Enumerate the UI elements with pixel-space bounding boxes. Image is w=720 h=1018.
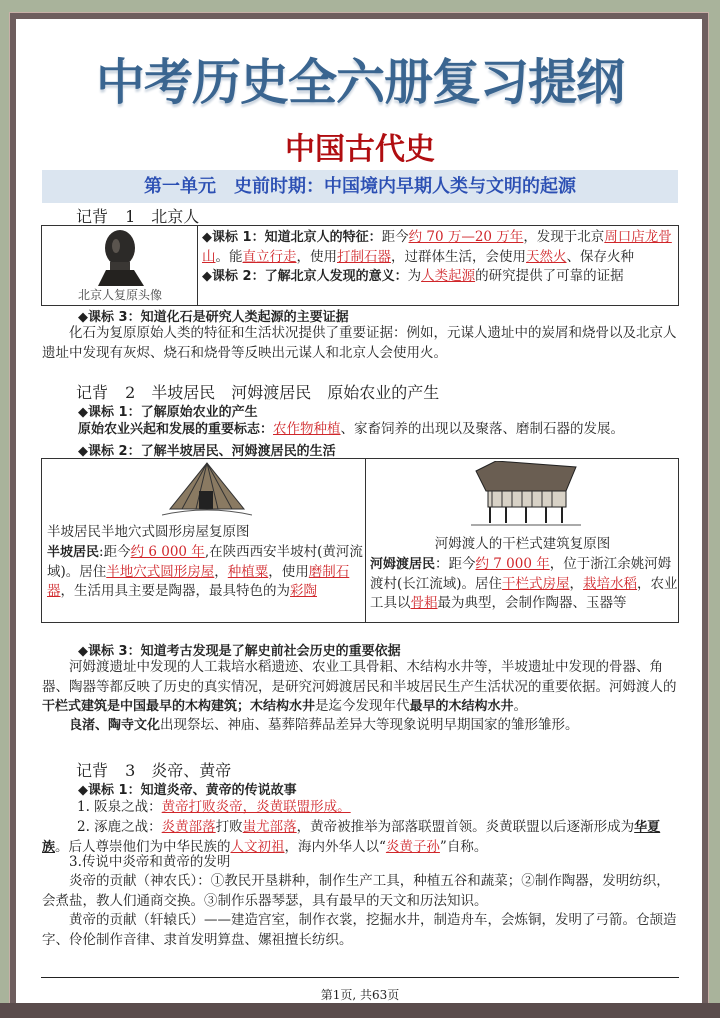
hemudu-house-image [466,461,586,529]
bold-text: 最早的木结构水井 [409,699,514,714]
document-title: 中考历史全六册复习提纲 [95,54,624,111]
highlight-text: 栽培水稻 [583,575,638,592]
text-segment: ，使用 [296,248,337,265]
standard-1 [202,228,674,267]
highlight-text: 人类起源 [421,268,476,284]
text-segment: 为 [407,268,422,284]
text-segment: ”自称。 [439,838,488,855]
heading-3: 记背 3 炎帝、黄帝 [76,761,232,780]
text-segment: 出现祭坛、神庙、墓葬陪葬品差异大等现象说明早期国家的雏形雏形。 [160,717,579,733]
paragraph-fossils: 化石为复原原始人类的特征和生活状况提供了重要证据：例如，元谋人遗址中的炭屑和烧骨以及北京人遗址中发现有灰烬、烧石和烧骨等反映出元谋人和北京人会使用火。 [42,325,677,361]
highlight-text: 半地穴式圆形房屋 [106,563,215,580]
bold-text: 半坡居民 [47,545,100,560]
text-segment: 1. 阪泉之战： [77,799,162,815]
bold-text: 原始农业兴起和发展的重要标志： [78,422,274,437]
text-segment: ，生活用具主要是陶器，最具特色的为 [60,583,290,599]
highlight-text: 约 6 000 年 [130,544,205,560]
highlight-text: 约 70 万—20 万年 [408,229,524,245]
bold-text: 良渚、陶寺文化 [69,718,161,733]
text-segment: 。能 [215,248,243,265]
banpo-cell [42,459,366,622]
table-settlements [41,458,679,623]
peking-man-bust-image [92,228,148,288]
bottom-bar [0,1003,720,1018]
text-segment: 距今 [381,229,409,245]
highlight-text: 蚩尤部落 [242,819,297,835]
battle-banquan [77,798,680,818]
text-segment: ,在陕西西安半坡村(黄河流域)。居住 [47,544,363,580]
banpo-description [47,543,363,602]
bust-caption: 北京人复原头像 [77,288,162,302]
footer-divider [41,977,679,978]
heading-1: 记背 1 北京人 [76,207,200,226]
highlight-text: 骨耜 [410,595,438,611]
text-segment: ，农业工具以 [370,575,678,611]
highlight-text: 天然火 [526,248,567,265]
bold-text: ◆课标 2：了解北京人发现的意义： [202,269,408,284]
bold-text: 华夏族 [42,820,661,855]
highlight-text: 炎黄子孙 [385,838,440,855]
highlight-text: 人文初祖 [230,838,285,855]
text-segment: ：距今 [435,556,476,572]
yandi-contributions: 炎帝的贡献（神农氏）：①教民开垦耕种，制作生产工具，种植五谷和蔬菜；②制作陶器，发明纺织，会煮盐，教人们通商交换。③制作乐器琴瑟，具有最早的天文和历法知识。 [42,873,670,909]
agriculture-marks [78,420,680,440]
text-segment: ，使用 [268,563,309,580]
highlight-text: 约 7 000 年 [475,556,550,572]
banpo-hut-image [162,461,252,523]
highlight-text: 黄帝打败炎帝，炎黄联盟形成。 [161,799,351,815]
table-peking-man [41,225,679,306]
standard-2 [202,267,674,287]
huangdi-contributions: 黄帝的贡献（轩辕氏）——建造宫室，制作衣裳，挖掘水井，制造舟车，会炼铜，发明了弓箭。仓颉造字、伶伦制作音律、隶首发明算盘、嫘祖擅长纺织。 [42,912,677,948]
highlight-text: 直立行走 [242,248,297,265]
text-segment: 、保存火种 [566,248,634,265]
text-segment: ，位于浙江余姚河姆渡村(长江流域)。居住 [370,556,672,592]
text-segment: ， [214,563,228,580]
banpo-caption: 半坡居民半地穴式圆形房屋复原图 [47,524,250,540]
highlight-text: 打制石器 [337,248,391,265]
battle-zhuolu [42,818,680,857]
text-segment: 打败 [215,819,243,835]
highlight-text: 种植粟 [227,563,269,580]
text-segment: 的研究提供了可靠的证据 [475,268,624,284]
bold-text: 干栏式建筑是中国最早的木构建筑；木结构水井 [42,699,316,714]
text-segment: 、家畜饲养的出现以及聚落、磨制石器的发展。 [340,421,625,437]
text-segment: 是迄今发现年代 [315,698,410,714]
standard-3-heading: ◆课标 3：知道化石是研究人类起源的主要证据 [78,310,349,325]
text-segment: ，发现于北京 [523,229,605,245]
section-title: 中国古代史 [285,132,435,167]
text-segment: ，海内外华人以“ [284,838,386,855]
paragraph-liangzhu [69,716,680,736]
text-segment: 。 [513,698,528,714]
standard-2-heading: ◆课标 2：了解半坡居民、河姆渡居民的生活 [78,444,336,459]
standard-1-heading-3: ◆课标 1：知道炎帝、黄帝的传说故事 [78,783,297,798]
standard-1-heading: ◆课标 1：了解原始农业的产生 [78,405,258,420]
text-segment: ，黄帝被推举为部落联盟首领。炎黄联盟以后逐渐形成为 [296,819,635,835]
standard-3-heading-2: ◆课标 3：知道考古发现是了解史前社会历史的重要依据 [78,644,401,659]
unit-banner: 第一单元 史前时期：中国境内早期人类与文明的起源 [42,170,678,203]
text-segment: 最为典型，会制作陶器、玉器等 [437,595,627,611]
hemudu-caption: 河姆渡人的干栏式建筑复原图 [434,536,611,552]
highlight-text: 农作物种植 [273,421,341,437]
highlight-text: 磨制石器 [47,563,350,599]
text-segment: 河姆渡遗址中发现的人工栽培水稻遗迹、农业工具骨耜、木结构水井等，半坡遗址中发现的骨器、角器、陶器等都反映了历史的真实情况，是研究河姆渡居民和半坡居民生产生活状况的重要依据。河姆渡人的 [42,659,677,695]
bust-cell [42,226,198,305]
text-segment: ，过群体生活，会使用 [391,248,526,265]
heading-2: 记背 2 半坡居民 河姆渡居民 原始农业的产生 [76,383,440,402]
page-number: 第1页, 共63页 [320,988,400,1002]
highlight-text: 彩陶 [290,583,317,599]
highlight-text: 周口店龙骨山 [202,229,672,265]
highlight-text: 干栏式房屋 [502,575,570,592]
text-segment: 2. 涿鹿之战： [77,819,162,835]
text-segment: ， [569,575,584,592]
inventions-heading: 3.传说中炎帝和黄帝的发明 [69,854,231,870]
text-segment: :距今 [99,544,131,560]
text-segment: 。后人尊崇他们为中华民族的 [55,838,231,855]
hemudu-description [370,555,678,614]
hemudu-cell [366,459,678,622]
paragraph-archaeology [42,658,680,717]
bold-text: ◆课标 1：知道北京人的特征： [202,230,382,245]
highlight-text: 炎黄部落 [161,819,216,835]
bold-text: 河姆渡居民 [370,557,436,572]
